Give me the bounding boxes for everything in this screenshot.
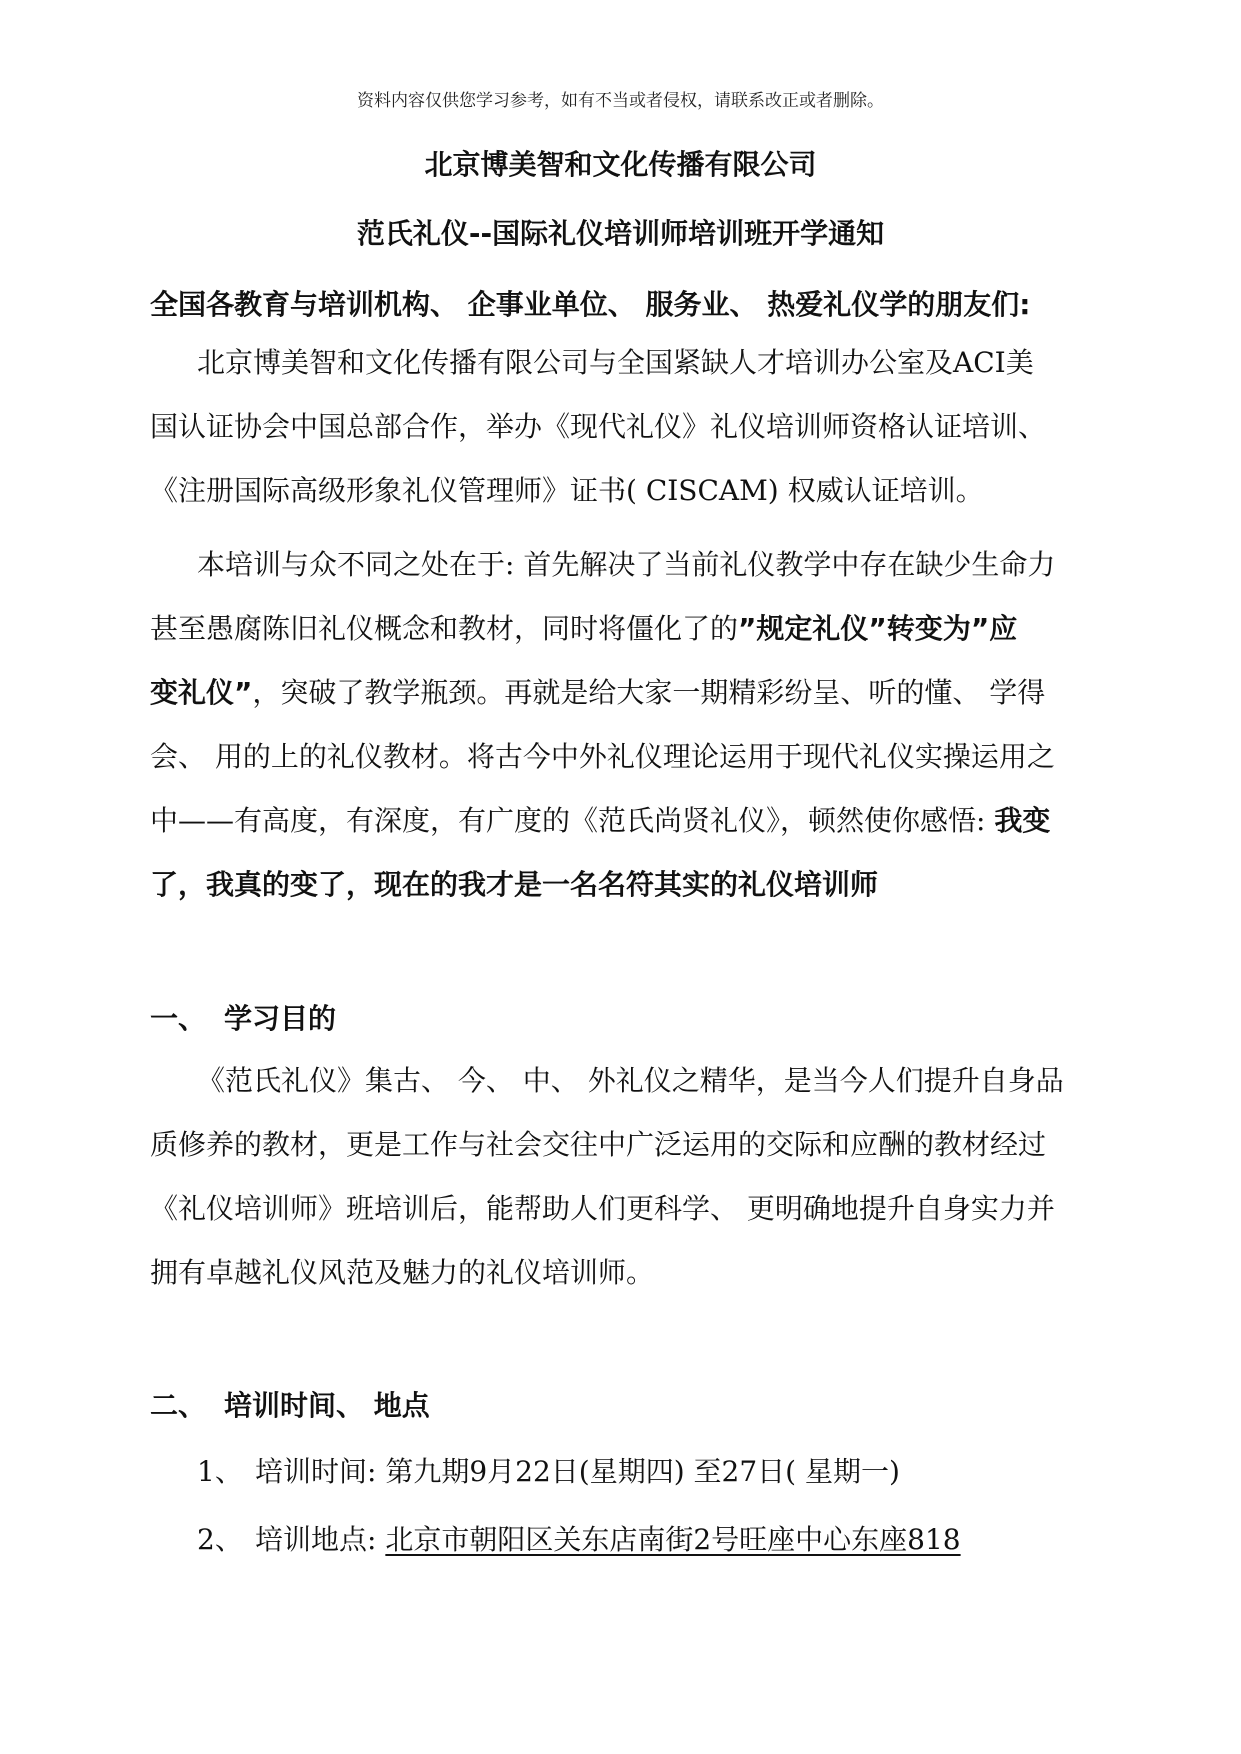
list-item-number: 1、 [197,1455,243,1488]
training-time-text: 培训时间: 第九期9月22日(星期四) 至27日( 星期一) [255,1455,900,1488]
para2-line-5-normal: 中——有高度，有深度，有广度的《范氏尚贤礼仪》，顿然使你感悟: [150,804,995,837]
para2-line-4: 会、 用的上的礼仪教材。将古今中外礼仪理论运用于现代礼仪实操运用之 [150,740,1055,773]
para2-line-2-normal: 甚至愚腐陈旧礼仪概念和教材，同时将僵化了的 [150,612,739,645]
para2-line-5-bold: 我变 [994,804,1051,837]
list-item-number: 2、 [197,1523,243,1556]
intro-line-1: 北京博美智和文化传播有限公司与全国紧缺人才培训办公室及ACI美 [197,346,1034,379]
para2-line-1: 本培训与众不同之处在于: 首先解决了当前礼仪教学中存在缺少生命力 [197,548,1056,581]
section-1-number: 一、 [150,1002,207,1035]
training-location-label: 培训地点: [255,1523,386,1556]
section-1-line-3: 《礼仪培训师》班培训后，能帮助人们更科学、 更明确地提升自身实力并 [150,1192,1055,1225]
section-1-heading [150,997,336,1037]
section-2-number: 二、 [150,1389,207,1422]
section-1-line-1: 《范氏礼仪》集古、 今、 中、 外礼仪之精华，是当今人们提升自身品 [197,1064,1064,1097]
para2-line-5 [150,804,1050,838]
section-1-title: 学习目的 [224,1002,337,1035]
para2-line-6: 了，我真的变了，现在的我才是一名名符其实的礼仪培训师 [150,868,879,901]
list-item-training-location [197,1518,961,1558]
header-note: 资料内容仅供您学习参考，如有不当或者侵权，请联系改正或者删除。 [357,91,884,111]
para2-line-3 [150,676,1045,710]
section-2-heading [150,1384,430,1424]
intro-line-2: 国认证协会中国总部合作，举办《现代礼仪》礼仪培训师资格认证培训、 [150,410,1047,443]
section-2-title: 培训时间、 地点 [224,1389,430,1422]
para2-line-2-bold: ”规定礼仪”转变为”应 [738,612,1018,645]
intro-line-3: 《注册国际高级形象礼仪管理师》证书( CISCAM) 权威认证培训。 [150,474,984,507]
list-item-training-time [197,1450,900,1490]
notice-title: 范氏礼仪--国际礼仪培训师培训班开学通知 [356,217,885,250]
para2-line-3-bold: 变礼仪” [150,676,253,709]
salutation: 全国各教育与培训机构、 企事业单位、 服务业、 热爱礼仪学的朋友们: [150,288,1031,321]
section-1-line-4: 拥有卓越礼仪风范及魅力的礼仪培训师。 [150,1256,655,1289]
training-location-address: 北京市朝阳区关东店南街2号旺座中心东座818 [385,1523,961,1556]
company-title: 北京博美智和文化传播有限公司 [424,148,817,181]
section-1-line-2: 质修养的教材，更是工作与社会交往中广泛运用的交际和应酬的教材经过 [150,1128,1047,1161]
para2-line-3-normal: ，突破了教学瓶颈。再就是给大家一期精彩纷呈、听的懂、 学得 [252,676,1046,709]
para2-line-2 [150,612,1017,646]
